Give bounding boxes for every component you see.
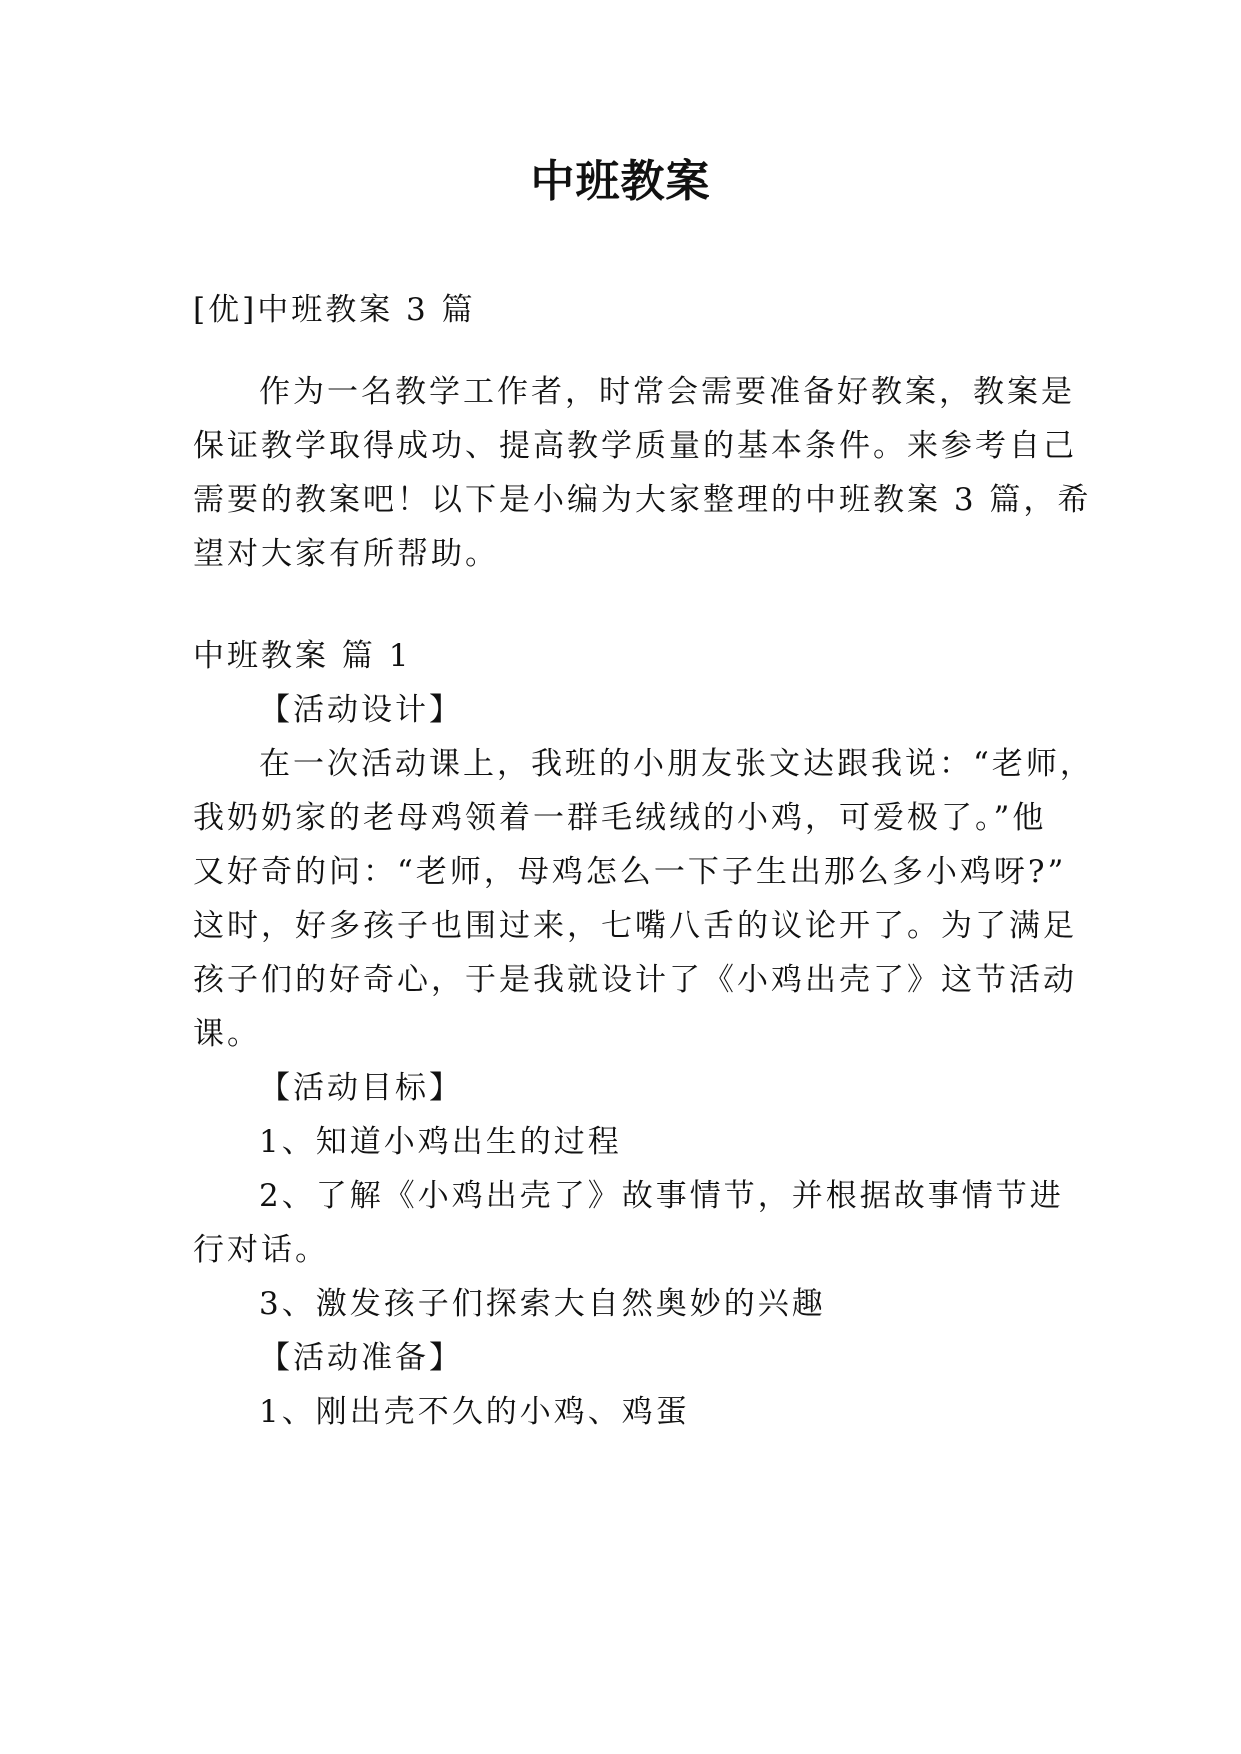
intro-line: 作为一名教学工作者，时常会需要准备好教案，教案是 [259,374,1075,410]
design-paragraph-line: 在一次活动课上，我班的小朋友张文达跟我说：“老师， [259,746,1094,782]
design-paragraph-line: 孩子们的好奇心，于是我就设计了《小鸡出壳了》这节活动 [193,962,1077,998]
section-heading: 中班教案 篇 1 [193,638,412,674]
goal-item: 3、激发孩子们探索大自然奥妙的兴趣 [259,1286,826,1322]
prep-item: 1、刚出壳不久的小鸡、鸡蛋 [259,1394,690,1430]
intro-line: 望对大家有所帮助。 [193,536,499,572]
goal-item: 2、了解《小鸡出壳了》故事情节，并根据故事情节进 [259,1178,1064,1214]
intro-line: 保证教学取得成功、提高教学质量的基本条件。来参考自己 [193,428,1077,464]
design-paragraph-line: 这时，好多孩子也围过来，七嘴八舌的议论开了。为了满足 [193,908,1077,944]
document-title: 中班教案 [530,156,711,207]
prep-heading: 【活动准备】 [259,1340,463,1376]
document-subtitle: [优]中班教案 3 篇 [193,292,476,328]
design-paragraph-line: 我奶奶家的老母鸡领着一群毛绒绒的小鸡，可爱极了。”他 [193,800,1047,836]
goal-item: 1、知道小鸡出生的过程 [259,1124,622,1160]
goals-heading: 【活动目标】 [259,1070,463,1106]
design-paragraph-line: 又好奇的问：“老师，母鸡怎么一下子生出那么多小鸡呀?” [193,854,1067,890]
goal-item-continued: 行对话。 [193,1232,329,1268]
design-heading: 【活动设计】 [259,692,463,728]
intro-line: 需要的教案吧！以下是小编为大家整理的中班教案 3 篇，希 [193,482,1092,518]
design-paragraph-line: 课。 [193,1016,261,1052]
